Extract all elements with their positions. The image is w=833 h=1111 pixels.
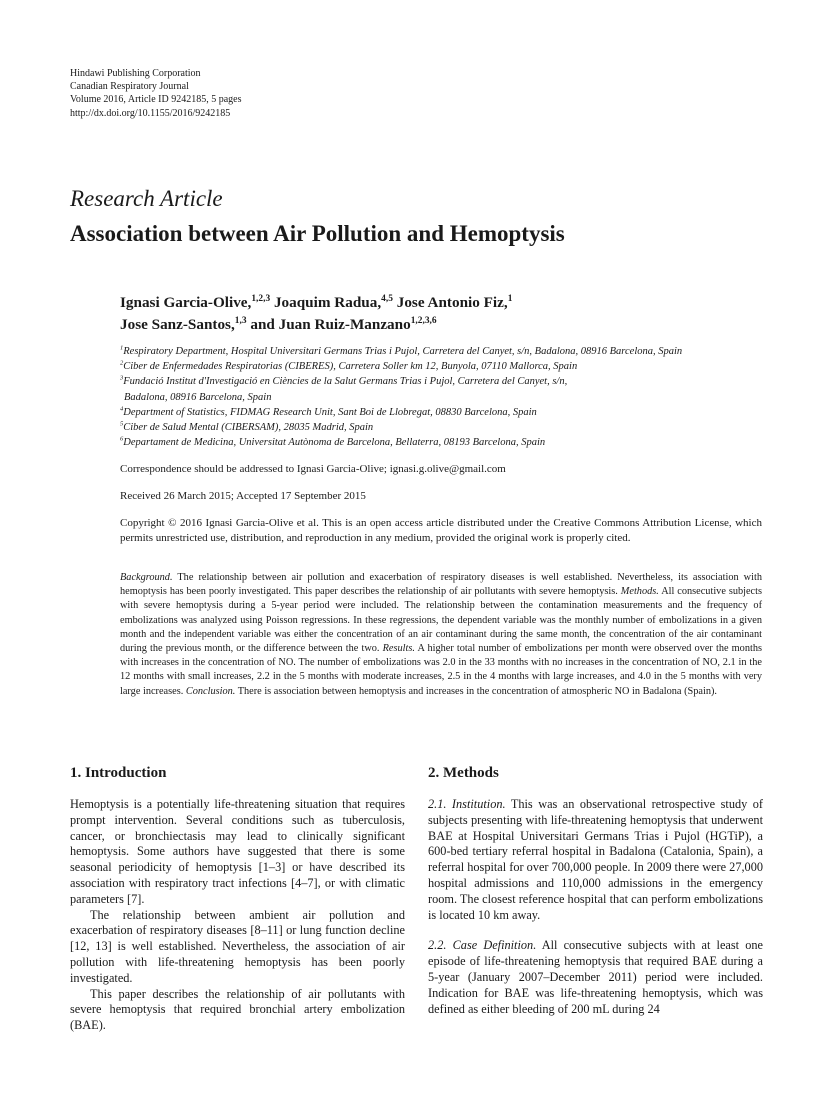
author-affil-marks: 4,5	[381, 293, 393, 304]
methods-institution	[428, 797, 763, 923]
abstract-conclusion-text: There is association between hemoptysis and increases in the concentration of atmospheric NO in Badalona (Spain).	[235, 685, 717, 697]
abstract-methods-label: Methods.	[620, 586, 659, 598]
author-name: Ignasi Garcia-Olive,	[120, 294, 252, 311]
subsection-text: All consecutive subjects with at least one episode of life-threatening hemoptysis that required BAE during a 5-year (January 2007–December 2011) period were included. Indication for BAE was life-threatening hemoptysis, which was defined as either bleeding of 200 mL during 24	[428, 938, 763, 1016]
intro-paragraph-3: This paper describes the relationship of air pollutants with severe hemoptysis that required bronchial artery embolization (BAE).	[70, 986, 405, 1033]
affiliation: $^3$Fundació Institut d'Investigació en Ciències de la Salut Germans Trias i Pujol, Carretera del Canyet, s/n,	[120, 374, 568, 388]
section-heading-introduction: 1. Introduction	[70, 765, 167, 781]
subsection-title: 2.2. Case Definition.	[428, 938, 537, 953]
section-heading-methods: 2. Methods	[428, 765, 499, 781]
abstract-conclusion-label: Conclusion.	[185, 685, 236, 697]
article-type: Research Article	[70, 186, 223, 211]
volume-info: Volume 2016, Article ID 9242185, 5 pages	[70, 94, 242, 106]
journal-header	[70, 67, 241, 120]
abstract-background-label: Background.	[120, 572, 173, 583]
publisher: Hindawi Publishing Corporation	[70, 68, 201, 79]
author-name: Jose Sanz-Santos,	[120, 316, 235, 333]
affiliation: $^1$Respiratory Department, Hospital Universitari Germans Trias i Pujol, Carretera del Canyet, s/n, Badalona, 08916 Barcelona, Spain	[120, 344, 683, 357]
author-name: Joaquim Radua,	[270, 294, 382, 311]
author-affil-marks: 1,3	[234, 315, 247, 326]
affiliation: $^6$Departament de Medicina, Universitat Autònoma de Barcelona, Bellaterra, 08193 Barcelona, Spain	[120, 435, 546, 449]
author-name: Jose Antonio Fiz,	[392, 294, 508, 311]
affiliation-list	[120, 344, 682, 450]
affiliation: $^2$Ciber de Enfermedades Respiratorias (CIBERES), Carretera Soller km 12, Bunyola, 07110 Mallorca, Spain	[120, 359, 578, 373]
subsection-text: This was an observational retrospective study of subjects presenting with life-threatening hemoptysis that underwent BAE at Hospital Universitari Germans Trias i Pujol (HGTiP), a 600-bed tertiary referral hospital in Badalona (Catalonia, Spain), a referral hospital for over 700,000 people. In 2009 there were 27,000 hospital admissions and 110,000 admissions in the emergency room. The closest reference hospital that can perform embolizations is located 10 km away.	[428, 797, 764, 922]
author-affil-marks: 1,2,3	[251, 293, 271, 304]
author-name: and Juan Ruiz-Manzano	[246, 316, 411, 333]
doi-link[interactable]: http://dx.doi.org/10.1155/2016/9242185	[70, 107, 231, 119]
affiliation-continued: Badalona, 08916 Barcelona, Spain	[124, 391, 272, 403]
author-line-2	[120, 314, 512, 336]
received-dates: Received 26 March 2015; Accepted 17 September 2015	[120, 490, 366, 502]
author-affil-marks: 1	[507, 293, 513, 304]
abstract-results-label: Results.	[382, 643, 415, 655]
affiliation: $^4$Department of Statistics, FIDMAG Research Unit, Sant Boi de Llobregat, 08830 Barcelona, Spain	[120, 405, 537, 418]
abstract-results-text: A higher total number of embolizations per month were observed over the months with increases in the concentration of NO. The number of embolizations was 2.0 in the 33 months with no increases in the concentration of NO, 2.1 in the 12 months with small increases, 2.2 in the 5 months with moderate increases, 2.5 in the 4 months with large increases, and 4.0 in the 5 months with very large increases.	[120, 643, 762, 697]
author-affil-marks: 1,2,3,6	[410, 315, 437, 326]
author-list	[120, 292, 512, 336]
abstract-methods-text: All consecutive subjects with severe hemoptysis during a 5-year period were included. The relationship between the contamination measurements and the frequency of embolizations was analyzed using Poisson regressions. In these regressions, the dependent variable was the monthly number of embolizations in a given month and the independent variable was either the concentration of an air contaminant during the same month, the concentration of the air contaminant during the previous month, or the difference between the two.	[120, 586, 762, 655]
methods-case-definition	[428, 938, 763, 1017]
abstract-background-text: The relationship between air pollution and exacerbation of respiratory diseases is well established. Nevertheless, its association with hemoptysis has been poorly investigated. This paper describes the relationship of air pollutants with severe hemoptysis.	[120, 572, 762, 598]
left-column	[70, 765, 405, 1034]
correspondence: Correspondence should be addressed to Ignasi Garcia-Olive; ignasi.g.olive@gmail.com	[120, 463, 506, 475]
affiliation: $^5$Ciber de Salud Mental (CIBERSAM), 28035 Madrid, Spain	[120, 420, 374, 434]
right-column	[428, 765, 763, 1017]
author-line-1	[120, 292, 512, 314]
article-title: Association between Air Pollution and Hemoptysis	[70, 221, 565, 246]
subsection-title: 2.1. Institution.	[428, 797, 506, 811]
intro-paragraph-1: Hemoptysis is a potentially life-threatening situation that requires prompt intervention. Several conditions such as tuberculosis, cancer, or bronchiectasis may lead to clinically significant hemoptysis. Some authors have suggested that there is some seasonal periodicity of hemoptysis [1–3] or have described its association with respiratory tract infections [4–7], or with climatic parameters [7].	[70, 797, 405, 906]
journal-name: Canadian Respiratory Journal	[70, 81, 189, 93]
intro-paragraph-2: The relationship between ambient air pollution and exacerbation of respiratory diseases [8–11] or lung function decline [12, 13] is well established. Nevertheless, the association of air pollution with life-threatening hemoptysis has been poorly investigated.	[70, 907, 405, 985]
abstract	[120, 571, 762, 699]
copyright-notice: Copyright © 2016 Ignasi Garcia-Olive et al. This is an open access article distributed under the Creative Commons Attribution License, which permits unrestricted use, distribution, and reproduction in any medium, provided the original work is properly cited.	[120, 517, 762, 544]
